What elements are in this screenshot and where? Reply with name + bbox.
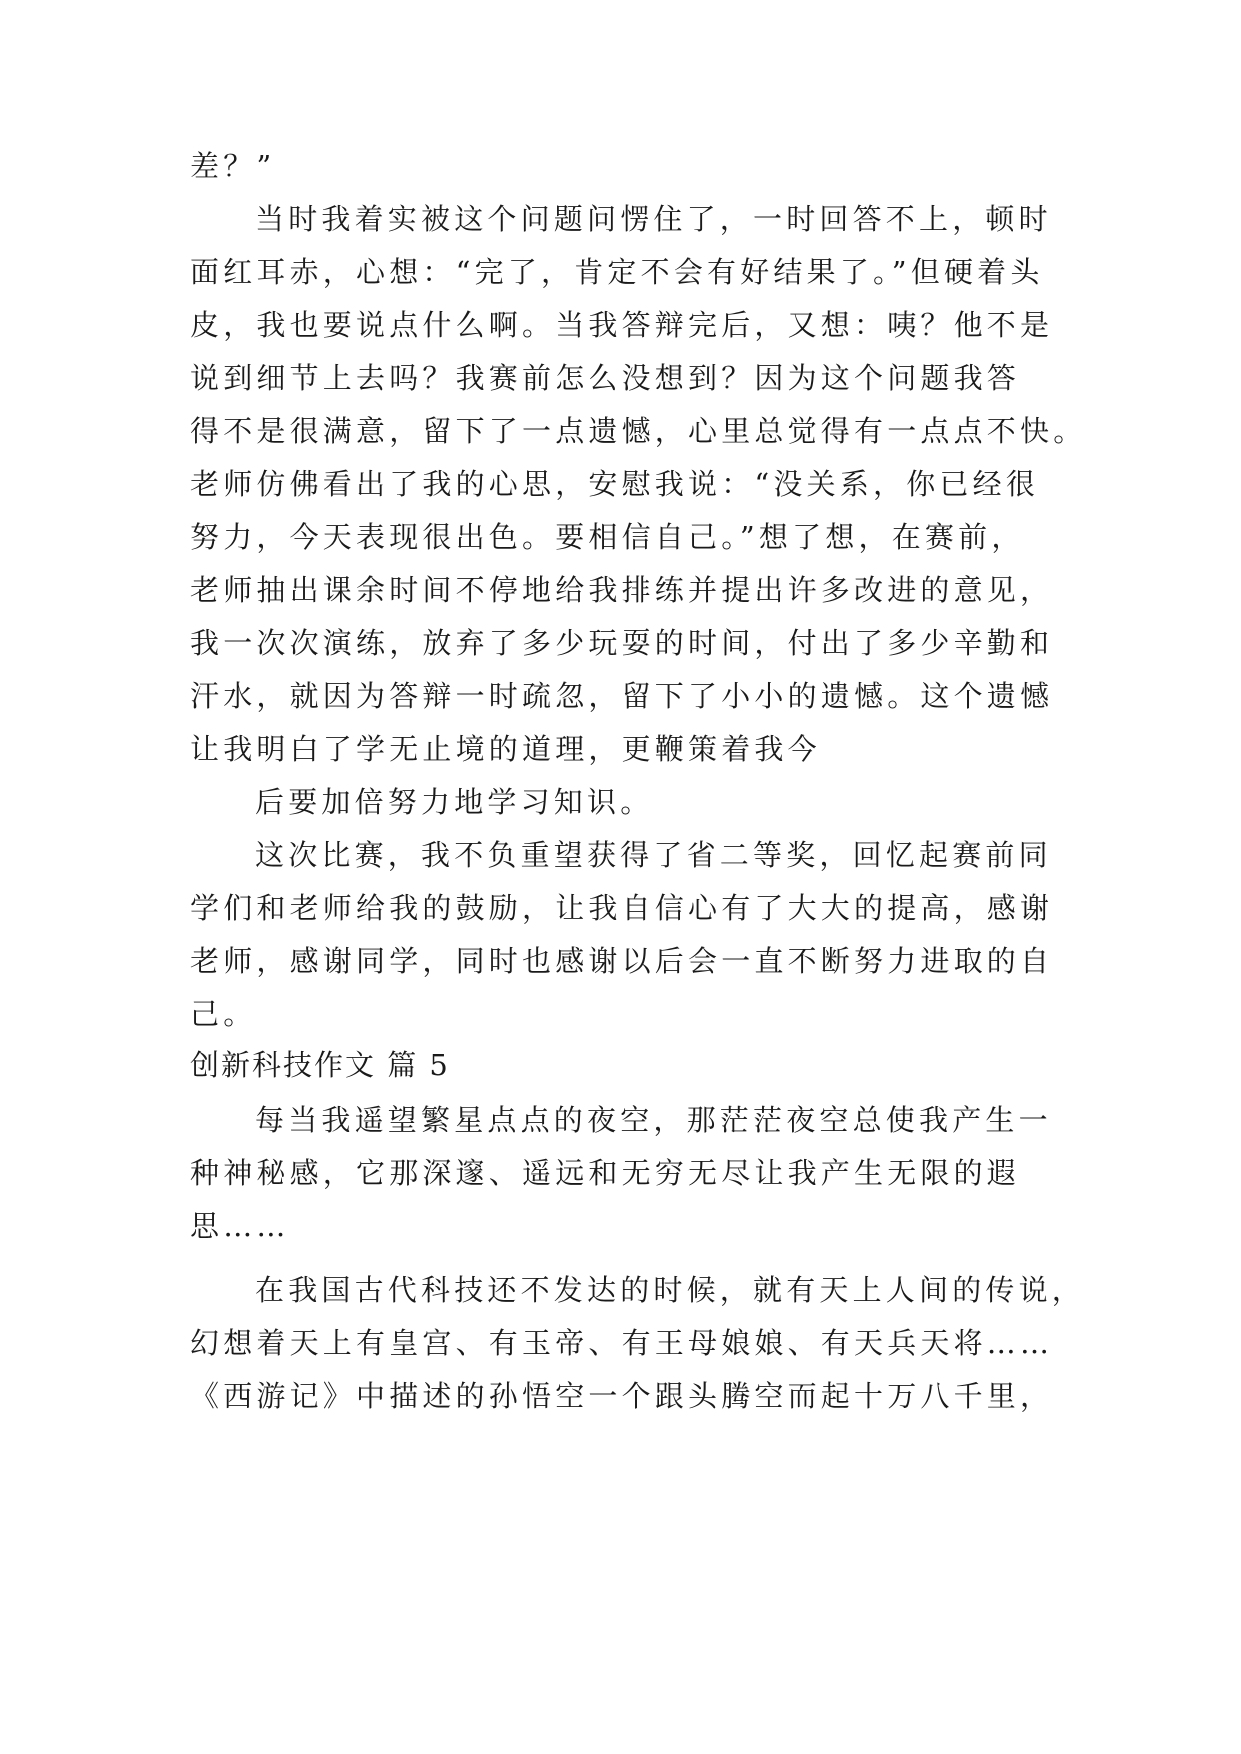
text-line: 己。	[190, 997, 257, 1031]
text-line: 学们和老师给我的鼓励，让我自信心有了大大的提高，感谢	[190, 891, 1054, 925]
text-line: 种神秘感，它那深邃、遥远和无穷无尽让我产生无限的遐	[190, 1156, 1021, 1190]
text-line: 汗水，就因为答辩一时疏忽，留下了小小的遗憾。这个遗憾	[190, 679, 1054, 713]
text-line: 皮，我也要说点什么啊。当我答辩完后，又想：咦？他不是	[190, 308, 1054, 342]
paragraph-start: 这次比赛，我不负重望获得了省二等奖，回忆起赛前同	[255, 838, 1052, 872]
text-line: 努力，今天表现很出色。要相信自己。”想了想，在赛前，	[190, 520, 1025, 554]
section-heading: 创新科技作文 篇 5	[190, 1048, 450, 1082]
text-line: 面红耳赤，心想：“完了，肯定不会有好结果了。”但硬着头	[190, 255, 1044, 289]
text-line: 幻想着天上有皇宫、有玉帝、有王母娘娘、有天兵天将……	[190, 1326, 1054, 1360]
text-line: 说到细节上去吗？我赛前怎么没想到？因为这个问题我答	[190, 361, 1021, 395]
text-line: 差？”	[190, 149, 276, 183]
text-line: 得不是很满意，留下了一点遗憾，心里总觉得有一点点不快。	[190, 414, 1087, 448]
text-line: 老师仿佛看出了我的心思，安慰我说：“没关系，你已经很	[190, 467, 1040, 501]
text-line: 我一次次演练，放弃了多少玩耍的时间，付出了多少辛勤和	[190, 626, 1054, 660]
text-line: 思……	[190, 1209, 290, 1243]
text-line: 老师，感谢同学，同时也感谢以后会一直不断努力进取的自	[190, 944, 1054, 978]
text-line: 让我明白了学无止境的道理，更鞭策着我今	[190, 732, 821, 766]
paragraph-start: 在我国古代科技还不发达的时候，就有天上人间的传说，	[255, 1273, 1086, 1307]
paragraph-start: 每当我遥望繁星点点的夜空，那茫茫夜空总使我产生一	[255, 1103, 1052, 1137]
paragraph-start: 后要加倍努力地学习知识。	[255, 785, 654, 819]
paragraph-start: 当时我着实被这个问题问愣住了，一时回答不上，顿时	[255, 202, 1052, 236]
text-line: 《西游记》中描述的孙悟空一个跟头腾空而起十万八千里，	[190, 1379, 1054, 1413]
text-line: 老师抽出课余时间不停地给我排练并提出许多改进的意见，	[190, 573, 1054, 607]
